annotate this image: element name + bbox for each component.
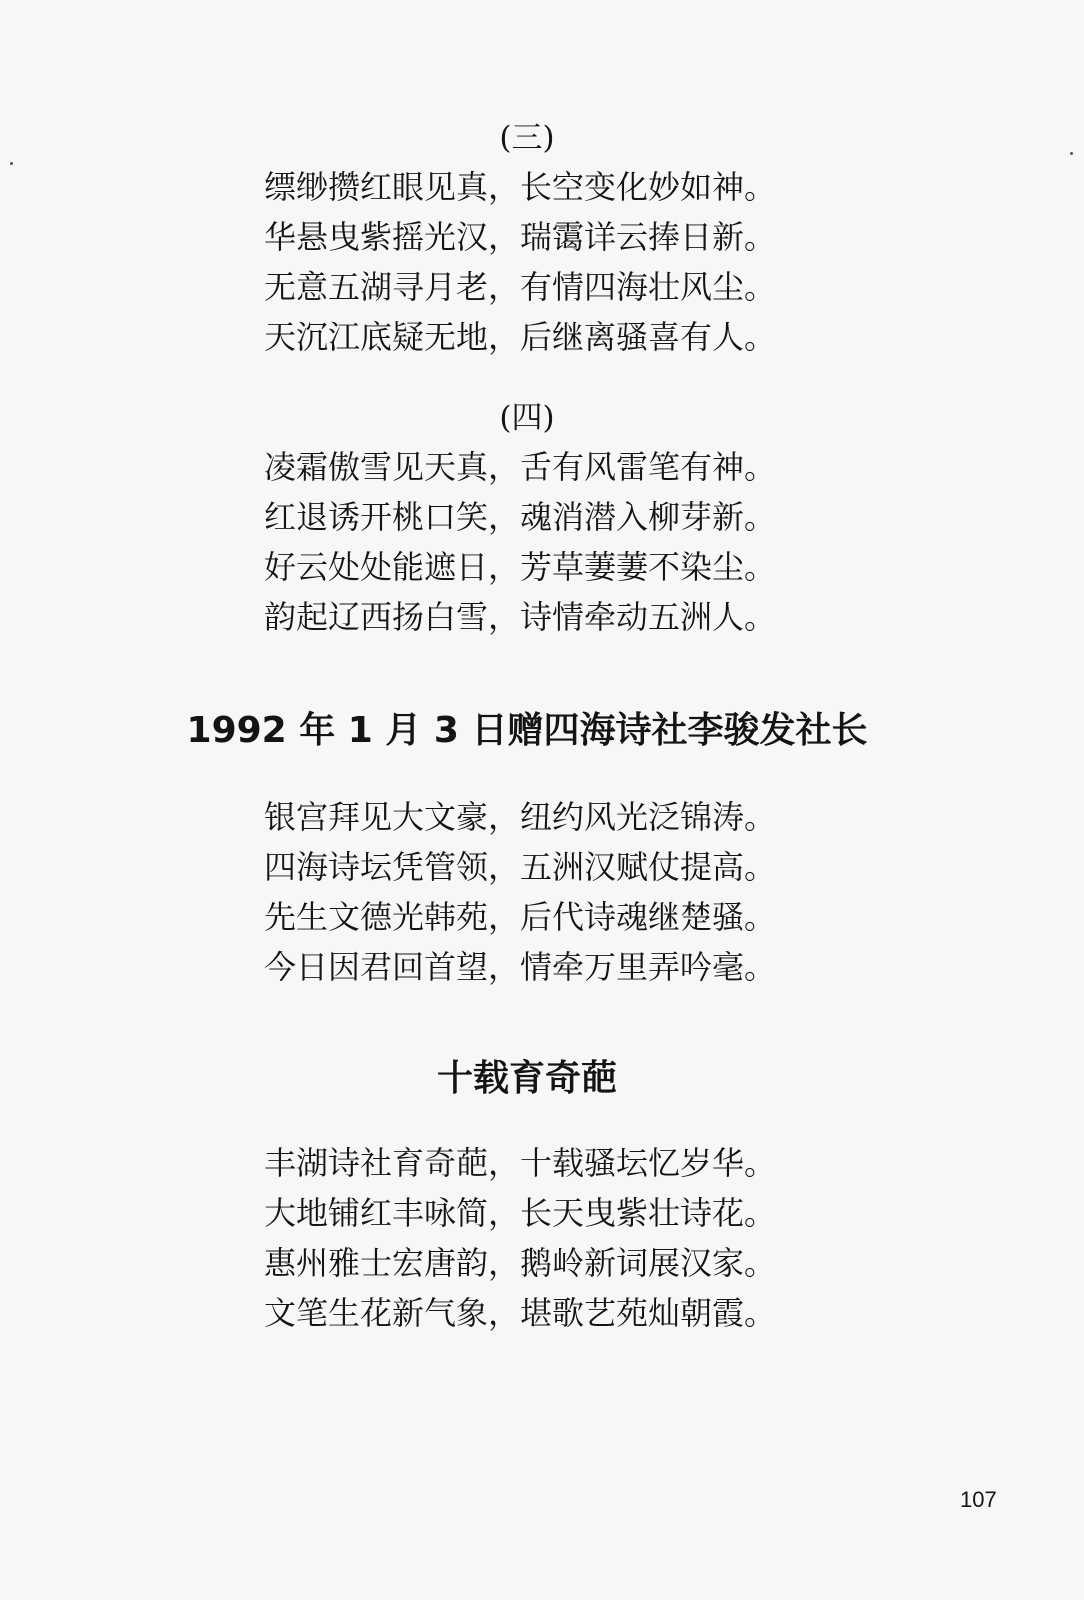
poem-line: 四海诗坛凭管领，五洲汉赋仗提高。	[264, 848, 777, 886]
section-four-poem	[264, 442, 824, 642]
poem-line: 今日因君回首望，情牵万里弄吟毫。	[264, 948, 777, 986]
poem-line: 文笔生花新气象，堪歌艺苑灿朝霞。	[264, 1294, 777, 1332]
poem-line: 华悬曳紫摇光汉，瑞霭详云捧日新。	[264, 218, 777, 256]
poem-line: 韵起辽西扬白雪，诗情牵动五洲人。	[264, 598, 777, 636]
poem-line: 先生文德光韩苑，后代诗魂继楚骚。	[264, 898, 777, 936]
scan-speck	[10, 162, 13, 165]
poem-line: 好云处处能遮日，芳草萋萋不染尘。	[264, 548, 777, 586]
poem-line: 凌霜傲雪见天真，舌有风雷笔有神。	[264, 448, 777, 486]
poem-line: 银宫拜见大文豪，纽约风光泛锦涛。	[264, 798, 777, 836]
section-three-poem	[264, 162, 824, 362]
poem-1992-body	[264, 792, 824, 992]
section-numeral-three: (三)	[499, 120, 555, 156]
poem-title-shizai: 十载育奇葩	[436, 1058, 617, 1099]
section-numeral-four: (四)	[499, 400, 555, 436]
poem-line: 惠州雅士宏唐韵，鹅岭新词展汉家。	[264, 1244, 777, 1282]
poem-shizai-body	[264, 1138, 824, 1338]
page-number: 107	[960, 1487, 997, 1512]
poem-line: 缥缈攒红眼见真，长空变化妙如神。	[264, 168, 777, 206]
poem-line: 无意五湖寻月老，有情四海壮风尘。	[264, 268, 777, 306]
poem-line: 大地铺红丰咏简，长天曳紫壮诗花。	[264, 1194, 777, 1232]
poem-line: 丰湖诗社育奇葩，十载骚坛忆岁华。	[264, 1144, 777, 1182]
poem-title-1992: 1992 年 1 月 3 日赠四海诗社李骏发社长	[186, 710, 868, 751]
poem-line: 红退诱开桃口笑，魂消潜入柳芽新。	[264, 498, 777, 536]
poem-line: 天沉江底疑无地，后继离骚喜有人。	[264, 318, 777, 356]
scan-speck	[1070, 152, 1073, 155]
